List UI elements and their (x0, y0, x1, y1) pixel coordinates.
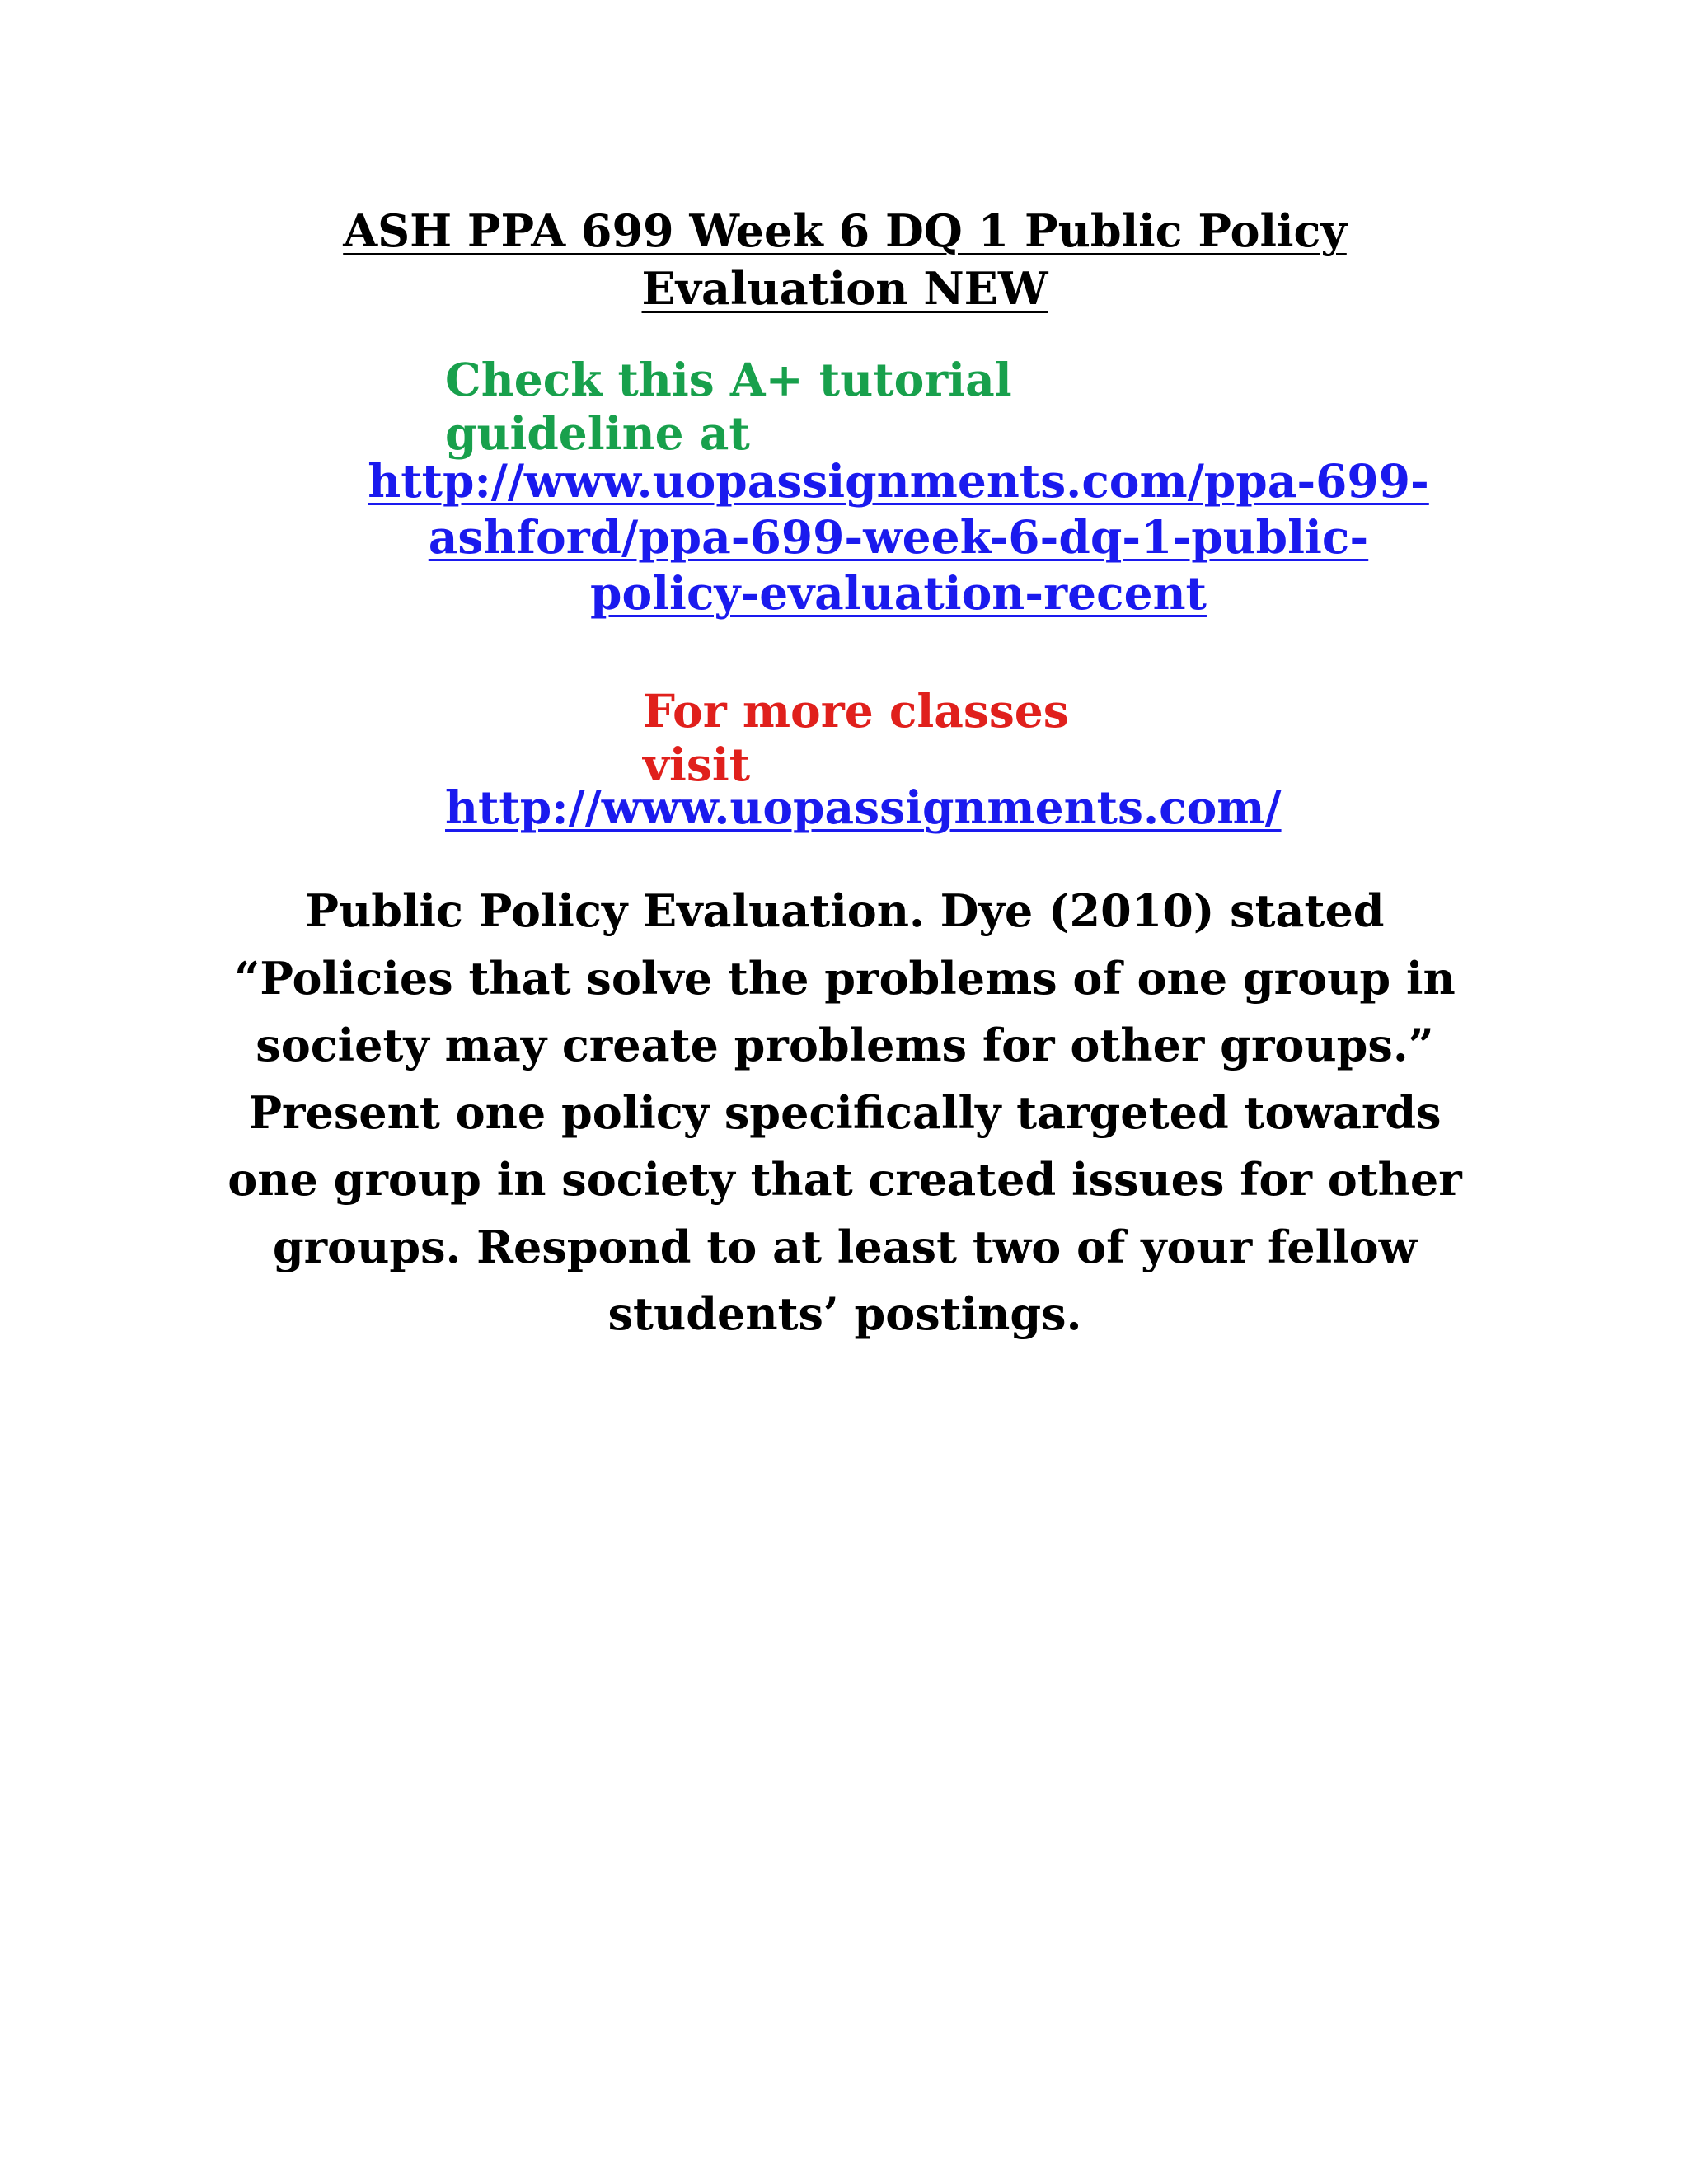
assignment-description: Public Policy Evaluation. Dye (2010) stated “Policies that solve the problems of one group in society may create problems for other groups.” Present one policy specifically targeted towards one group in society that created issues for other groups. Respond to at least two of your fellow students’ postings. (227, 884, 1462, 1340)
tutorial-prompt: Check this A+ tutorial guideline at (445, 353, 1012, 460)
tutorial-link[interactable]: http://www.uopassignments.com/ppa-699-ashford/ppa-699-week-6-dq-1-public-policy-evaluation-recent (368, 454, 1429, 620)
document-title: ASH PPA 699 Week 6 DQ 1 Public Policy Evaluation NEW (343, 204, 1347, 315)
home-link[interactable]: http://www.uopassignments.com/ (445, 780, 1282, 834)
more-classes-prompt: For more classes visit (643, 684, 1069, 791)
